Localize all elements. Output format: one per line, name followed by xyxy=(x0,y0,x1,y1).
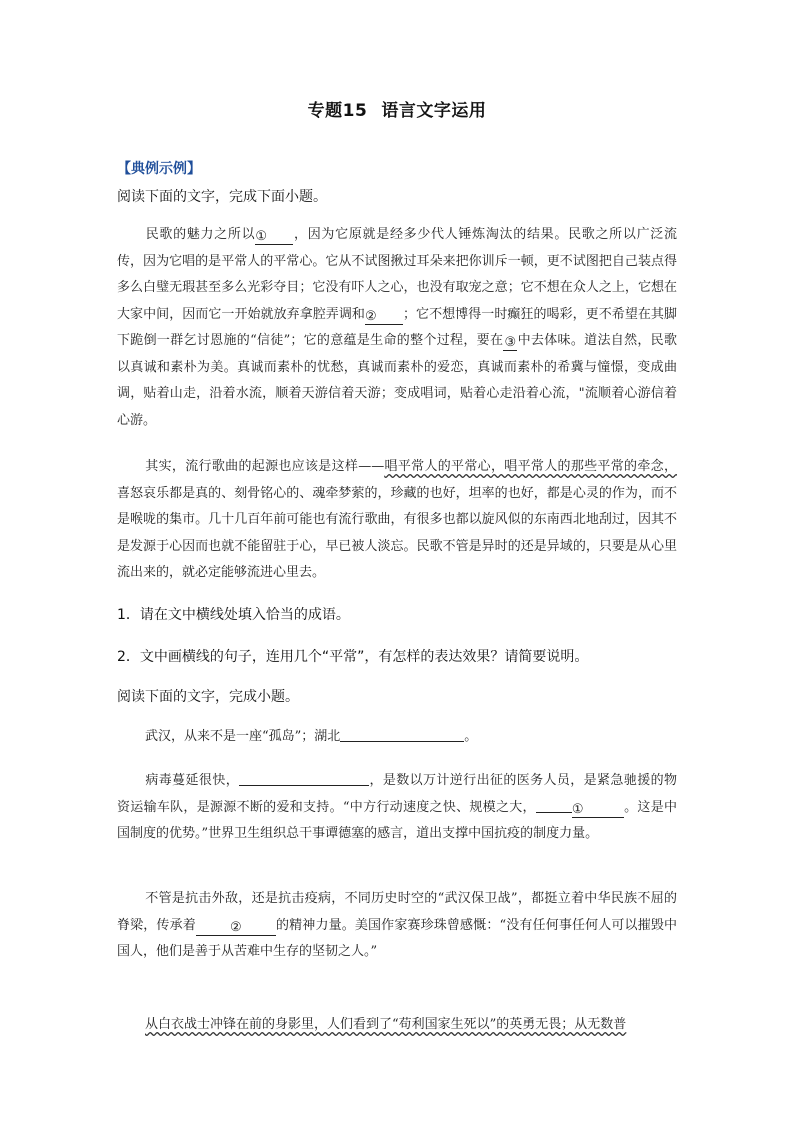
p4-text-b: ，是数以万计逆行出征的医务人员，是紧急驰援的物资运输车队，是源源不断的爱和支持。“中方行动速度之快、规模之大， xyxy=(117,773,677,815)
topic-number: 专题15 xyxy=(307,101,368,121)
question-2: 2．文中画横线的句子，连用几个“平常”，有怎样的表达效果？请简要说明。 xyxy=(117,649,589,665)
p1-text-d: 中去体味。道法自然，民歌以真诚和素朴为美。真诚而素朴的忧愁，真诚而素朴的爱恋，真诚而素朴的希冀与憧憬，变成曲调，贴着山走，沿着水流，顺着天游信着天游；变成唱词，贴着心走沿着心流，"流顺着心游信着心游。 xyxy=(117,333,677,428)
blank-4b[interactable] xyxy=(572,803,624,818)
blank-marker-1: ① xyxy=(255,229,267,244)
page-title xyxy=(0,96,794,121)
blank-marker-2: ② xyxy=(364,308,377,324)
underlined-sentence: 唱平常人的平常心，唱平常人的那些平常的牵念， xyxy=(384,459,677,474)
p5-text-a: 不管是抗击外敌，还是抗击疫病，不同历史时空的“武汉保卫战”，都挺立着中华民族不屈的脊梁，传承着 xyxy=(117,891,677,933)
blank-hubei[interactable] xyxy=(340,727,464,742)
blank-marker-3: ③ xyxy=(504,335,517,350)
reading-prompt-2: 阅读下面的文字，完成小题。 xyxy=(117,689,299,705)
question-1: 1．请在文中横线处填入恰当的成语。 xyxy=(117,607,350,623)
reading-prompt-1: 阅读下面的文字，完成下面小题。 xyxy=(117,189,327,205)
blank-marker-p5: ② xyxy=(230,919,242,935)
p4-text-a: 病毒蔓延很快， xyxy=(145,773,240,788)
p2-text-a: 其实，流行歌曲的起源也应该是这样—— xyxy=(145,459,385,474)
passage-paragraph-1 xyxy=(117,222,677,434)
blank-2[interactable] xyxy=(365,310,403,325)
passage-paragraph-3 xyxy=(117,724,677,751)
blank-virus[interactable] xyxy=(239,771,369,786)
passage-paragraph-5 xyxy=(117,886,677,966)
blank-3[interactable] xyxy=(503,336,517,351)
p3-text-a: 武汉，从来不是一座“孤岛”；湖北 xyxy=(145,729,341,744)
passage-paragraph-2 xyxy=(117,454,677,587)
p5-text-b: 的精神力量。美国作家赛珍珠曾感慨：“没有任何事任何人可以摧毁中国人，他们是善于从苦难中生存的坚韧之人。” xyxy=(117,917,677,959)
p1-text-b: ，因为它原就是经多少代人锤炼淘汰的结果。民歌之所以广泛流传，因为它唱的是平常人的平常心。它从不试图揪过耳朵来把你训斥一顿，更不试图把自己装点得多么白璧无瑕甚至多么光彩夺目；它没有吓人之心，也没有取宠之意；它不想在众人之上，它想在大家中间，因而它一开始就放弃拿腔弄调和 xyxy=(117,227,677,322)
blank-5[interactable] xyxy=(196,921,276,936)
p4-text-c: 。这是中国制度的优势。”世界卫生组织总干事谭德塞的感言，道出支撑中国抗疫的制度力量。 xyxy=(117,799,677,841)
passage-paragraph-6 xyxy=(117,1012,677,1039)
passage-paragraph-4 xyxy=(117,768,677,848)
topic-name: 语言文字运用 xyxy=(381,101,487,121)
p2-text-b: 喜怒哀乐都是真的、刻骨铭心的、魂牵梦萦的，珍藏的也好，坦率的也好，都是心灵的作为，而不是喉咙的集市。几十几百年前可能也有流行歌曲，有很多也都以旋风似的东南西北地刮过，因其不是发源于心因而也就不能留驻于心，早已被人淡忘。民歌不管是异时的还是异域的，只要是从心里流出来的，就必定能够流进心里去。 xyxy=(117,485,677,580)
p3-text-b: 。 xyxy=(464,729,478,744)
p1-text-a: 民歌的魅力之所以 xyxy=(145,227,256,242)
blank-marker-p4: ① xyxy=(571,801,584,817)
p6-text-a: 从白衣战士冲锋在前的身影里，人们看到了“苟利国家生死以”的英勇无畏；从无数普 xyxy=(145,1017,627,1032)
section-label: 【典例示例】 xyxy=(117,161,201,177)
blank-4a[interactable] xyxy=(536,798,572,813)
p1-text-c: ；它不想博得一时癫狂的喝彩，更不希望在其脚下跪倒一群乞讨恩施的“信徒”；它的意蕴是生命的整个过程，要在 xyxy=(117,306,677,348)
blank-1[interactable] xyxy=(255,230,293,245)
